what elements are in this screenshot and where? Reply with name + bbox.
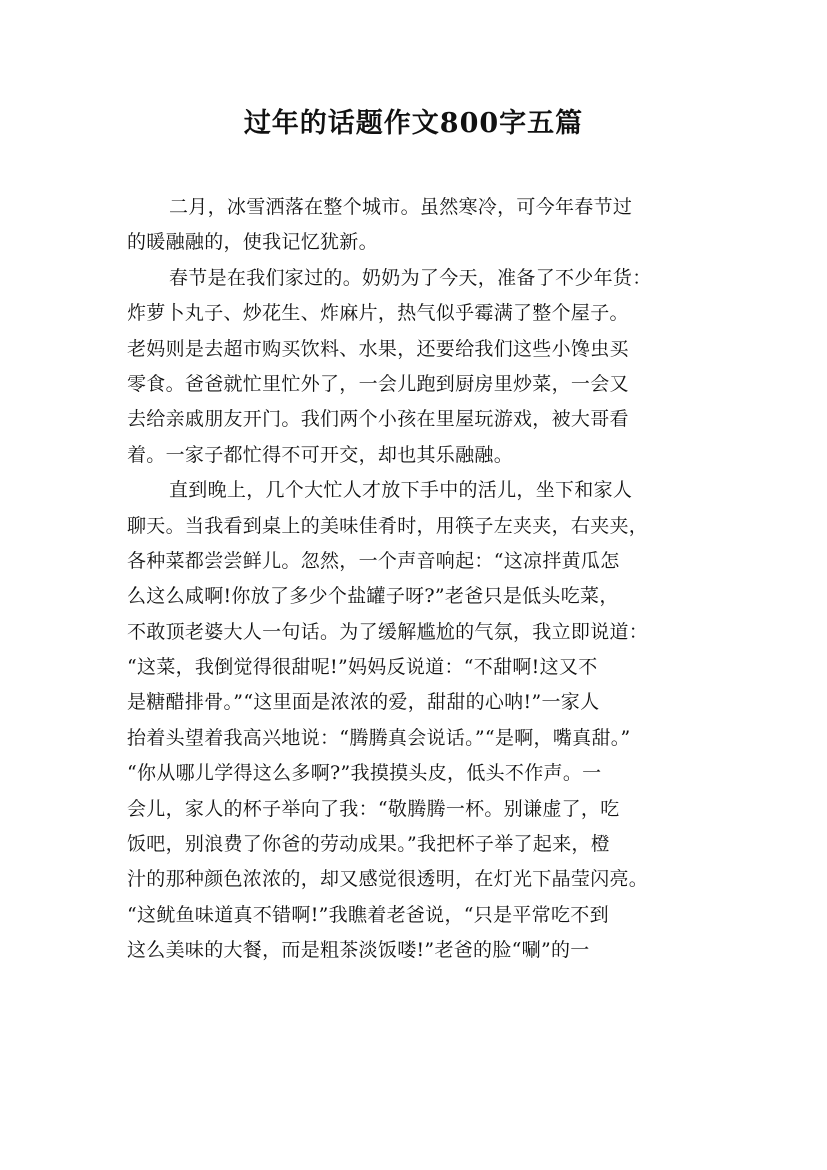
text-line: “这菜，我倒觉得很甜呢!”妈妈反说道：“不甜啊!这又不 <box>127 656 598 679</box>
text-line: 直到晚上，几个大忙人才放下手中的活儿，坐下和家人 <box>169 479 633 502</box>
text-line: “这鱿鱼味道真不错啊!”我瞧着老爸说，“只是平常吃不到 <box>127 903 609 926</box>
text-line: 各种菜都尝尝鲜儿。忽然，一个声音响起：“这凉拌黄瓜怎 <box>127 549 620 572</box>
text-line: 汁的那种颜色浓浓的，却又感觉很透明，在灯光下晶莹闪亮。 <box>127 868 649 891</box>
text-line: 的暖融融的，使我记忆犹新。 <box>127 231 378 254</box>
text-line: 不敢顶老婆大人一句话。为了缓解尴尬的气氛，我立即说道： <box>127 620 649 643</box>
text-line: “你从哪儿学得这么多啊?”我摸摸头皮，低头不作声。一 <box>127 762 602 785</box>
text-line: 老妈则是去超市购买饮料、水果，还要给我们这些小馋虫买 <box>127 337 629 360</box>
text-line: 会儿，家人的杯子举向了我：“敬腾腾一杯。别谦虚了，吃 <box>127 797 620 820</box>
document-title: 过年的话题作文800字五篇 <box>243 108 584 139</box>
text-line: 饭吧，别浪费了你爸的劳动成果。”我把杯子举了起来，橙 <box>127 833 611 856</box>
text-line: 零食。爸爸就忙里忙外了，一会儿跑到厨房里炒菜，一会又 <box>127 372 629 395</box>
text-line: 抬着头望着我高兴地说：“腾腾真会说话。”“是啊，嘴真甜。” <box>127 726 631 749</box>
text-line: 么这么咸啊!你放了多少个盐罐子呀?”老爸只是低头吃菜， <box>127 585 619 608</box>
text-line: 炸萝卜丸子、炒花生、炸麻片，热气似乎霉满了整个屋子。 <box>127 302 629 325</box>
text-line: 聊天。当我看到桌上的美味佳肴时，用筷子左夹夹，右夹夹， <box>127 514 649 537</box>
text-line: 去给亲戚朋友开门。我们两个小孩在里屋玩游戏，被大哥看 <box>127 408 629 431</box>
document-body <box>127 190 699 969</box>
text-line: 着。一家子都忙得不可开交，却也其乐融融。 <box>127 443 514 466</box>
text-line: 二月，冰雪洒落在整个城市。虽然寒冷，可今年春节过 <box>169 196 633 218</box>
text-line: 是糖醋排骨。”“这里面是浓浓的爱，甜甜的心呐!”一家人 <box>127 691 600 714</box>
text-line: 这么美味的大餐，而是粗茶淡饭喽!”老爸的脸“唰”的一 <box>127 939 590 962</box>
text-line: 春节是在我们家过的。奶奶为了今天，准备了不少年货： <box>169 266 652 289</box>
